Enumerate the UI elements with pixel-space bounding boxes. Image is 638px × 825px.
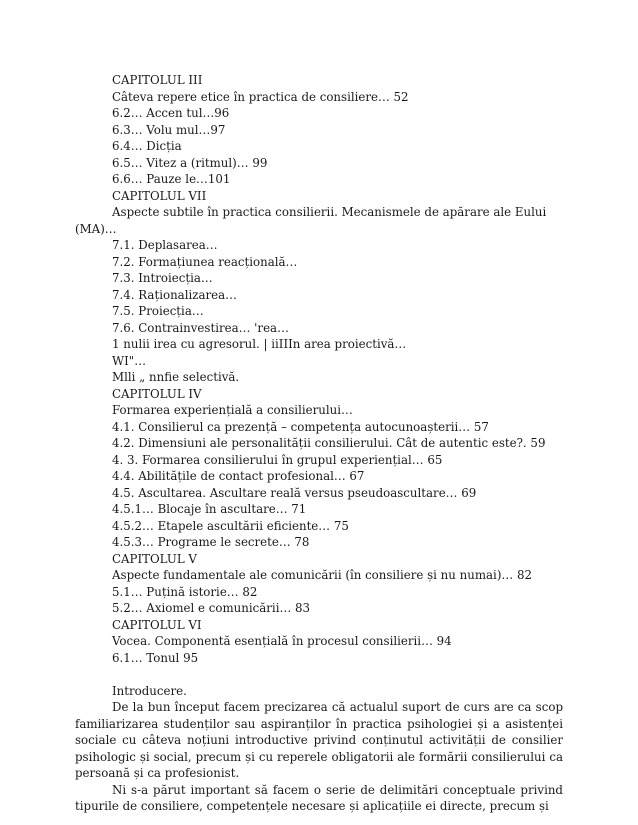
toc-line: Aspecte subtile în practica consilierii. Mecanismele de apărare ale Eului	[112, 205, 547, 219]
toc-line: Vocea. Componentă esențială în procesul consilierii… 94	[112, 634, 452, 648]
toc-line: Aspecte fundamentale ale comunicării (în consiliere și nu numai)… 82	[112, 568, 532, 582]
toc-line: 4.5. Ascultarea. Ascultare reală versus pseudoascultare… 69	[112, 485, 477, 500]
toc-line: WI"…	[112, 353, 147, 368]
toc-line: 7.6. Contrainvestirea… 'rea…	[112, 320, 289, 335]
toc-line: Mlli „ nnfie selectivă.	[112, 370, 240, 384]
toc-line: CAPITOLUL V	[112, 551, 197, 566]
toc-line: 4.1. Consilierul ca prezență – competența autocunoașterii… 57	[112, 419, 489, 434]
toc-line: 6.4… Dicția	[112, 139, 182, 153]
toc-line: CAPITOLUL VI	[112, 617, 202, 632]
toc-line: CAPITOLUL IV	[112, 386, 202, 401]
toc-line: 7.2. Formațiunea reacțională…	[112, 254, 298, 269]
toc-line: 7.3. Introiecția…	[112, 271, 213, 285]
toc-line: CAPITOLUL III	[112, 73, 203, 87]
section-spacer	[75, 666, 563, 683]
toc-line: 6.1… Tonul 95	[112, 650, 199, 665]
toc-line: 1 nulii irea cu agresorul. | iiIIIn area proiectivă…	[112, 337, 407, 351]
toc-line: 7.5. Proiecția…	[112, 304, 204, 318]
toc-line: 4. 3. Formarea consilierului în grupul experiențial… 65	[112, 452, 443, 467]
toc-line: (MA)…	[75, 221, 117, 236]
introduction-paragraph: De la bun început facem precizarea că actualul suport de curs are ca scop familiarizarea studenților sau aspiranților în practica psihologiei și a asistenței sociale cu câteva noțiuni introductive privind conținutul activității de consilier psihologic și social, precum și cu reperele obligatorii ale formării consilierului ca persoană și ca profesionist.	[75, 700, 563, 780]
introduction-section	[75, 683, 563, 815]
toc-line: 5.2… Axiomel e comunicării… 83	[112, 601, 311, 615]
toc-line: 6.2… Accen tul…96	[112, 106, 230, 120]
toc-line: 4.2. Dimensiuni ale personalității consilierului. Cât de autentic este?. 59	[112, 436, 546, 450]
document-body	[75, 72, 563, 815]
toc-line: 6.5… Vitez a (ritmul)… 99	[112, 155, 268, 170]
toc-line: 4.4. Abilitățile de contact profesional… 67	[112, 469, 365, 483]
toc-line: Formarea experiențială a consilierului…	[112, 403, 353, 417]
toc-line: Câteva repere etice în practica de consiliere… 52	[112, 89, 409, 104]
introduction-paragraph: Ni s-a părut important să facem o serie de delimitări conceptuale privind tipurile de consiliere, competențele necesare și aplicațiile ei directe, precum și	[75, 782, 563, 813]
toc-line: CAPITOLUL VII	[112, 188, 207, 203]
toc-line: 7.1. Deplasarea…	[112, 238, 218, 252]
toc-line: 6.3… Volu mul…97	[112, 122, 226, 137]
toc-line: 6.6… Pauze le…101	[112, 172, 231, 186]
toc-line: 4.5.2… Etapele ascultării eficiente… 75	[112, 518, 349, 533]
toc-line: 5.1… Puțină istorie… 82	[112, 584, 258, 599]
table-of-contents	[75, 72, 563, 666]
toc-line: 7.4. Raționalizarea…	[112, 287, 237, 302]
toc-line: 4.5.1… Blocaje în ascultare… 71	[112, 502, 307, 516]
toc-line: 4.5.3… Programe le secrete… 78	[112, 535, 310, 549]
introduction-heading: Introducere.	[112, 683, 187, 698]
